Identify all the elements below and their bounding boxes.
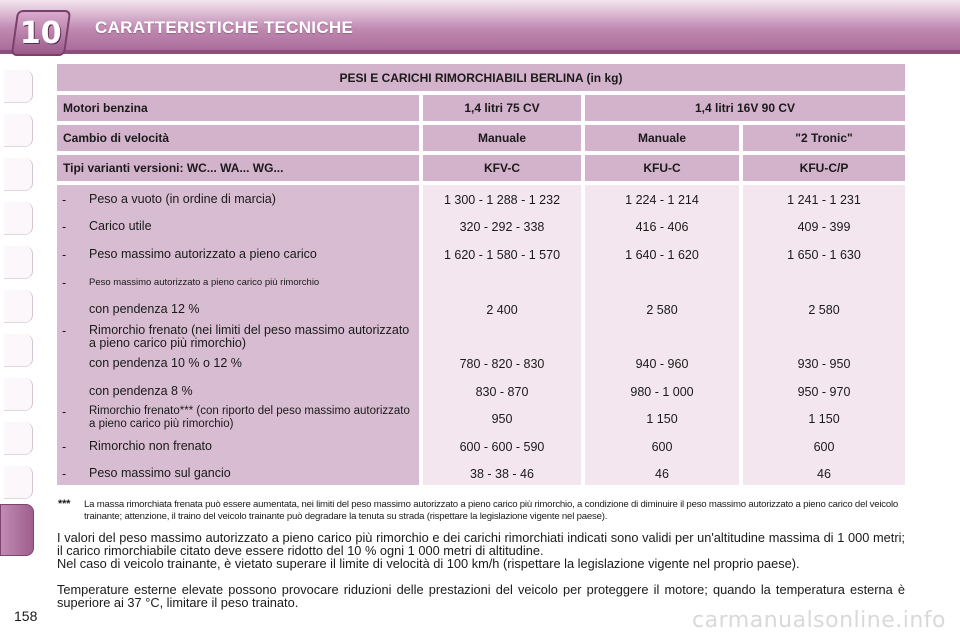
table-cell: 980 - 1 000	[630, 385, 694, 399]
table-cell: 1 620 - 1 580 - 1 570	[443, 248, 561, 262]
variant-row	[57, 155, 905, 181]
table-cell: 1 241 - 1 231	[787, 193, 861, 207]
table-cell: 38 - 38 - 46	[470, 467, 534, 481]
values-column-75cv	[423, 185, 581, 485]
footnote-text: La massa rimorchiata frenata può essere aumentata, nei limiti del peso massimo autorizzato a pieno carico più rimorchio, a condizione di diminuire il peso massimo autorizzato a pieno carico del veicolo trainante; attenzione, il traino del veicolo trainante può degradare la tenuta su strada (rispettare la legislazione vigente nel paese).	[84, 499, 899, 522]
gearbox-value: Manuale	[423, 125, 581, 151]
chapter-tab[interactable]	[4, 378, 33, 411]
header-divider	[0, 50, 960, 54]
table-cell: 830 - 870	[475, 385, 529, 399]
values-column-kfu-cp	[743, 185, 905, 485]
chapter-tab[interactable]	[4, 114, 33, 147]
table-cell: 1 150	[808, 412, 840, 426]
labels-column: - Peso a vuoto (in ordine di marcia) - Carico utile - Peso massimo autorizzato a pieno carico - Peso massimo autorizzato a pieno carico più rimorchio con pendenza 12 % - Rimorchio frenato (nei limiti del peso massimo autorizzato a pieno carico più rimorchio) con pendenza 10 % o 12 % con pendenza 8 % - Rimorchio frenato*** (con riporto del peso massimo autorizzato a pieno carico più rimorchio) - Rimorchio non frenato - Peso massimo sul gancio	[57, 185, 419, 485]
table-cell: 46	[817, 467, 831, 481]
variant-code: KFU-C	[585, 155, 739, 181]
chapter-tab[interactable]	[4, 158, 33, 191]
weights-table	[57, 64, 905, 485]
table-cell: 416 - 406	[635, 220, 689, 234]
engine-75cv: 1,4 litri 75 CV	[423, 95, 581, 121]
table-body	[57, 185, 905, 485]
chapter-badge	[11, 10, 71, 56]
table-title: PESI E CARICHI RIMORCHIABILI BERLINA (in kg)	[57, 64, 905, 91]
table-cell: 940 - 960	[635, 357, 689, 371]
chapter-tab[interactable]	[4, 290, 33, 323]
table-cell: 600	[651, 440, 673, 454]
chapter-tabs	[0, 56, 34, 556]
paragraph-altitude: I valori del peso massimo autorizzato a pieno carico più rimorchio e dei carichi rimorchiati indicati sono validi per un'altitudine massima di 1 000 metri; il carico rimorchiabile citato deve essere ridotto del 10 % ogni 1 000 metri di altitudine.	[57, 530, 905, 558]
table-cell: 1 224 - 1 214	[625, 193, 699, 207]
table-cell: 320 - 292 - 338	[459, 220, 545, 234]
engine-90cv: 1,4 litri 16V 90 CV	[585, 95, 905, 121]
table-cell: 2 580	[646, 303, 678, 317]
table-cell: 950 - 970	[797, 385, 851, 399]
table-cell: 1 650 - 1 630	[787, 248, 861, 262]
table-cell: 2 400	[486, 303, 518, 317]
variant-code: KFV-C	[423, 155, 581, 181]
chapter-tab[interactable]	[4, 202, 33, 235]
watermark: carmanualsonline.info	[692, 608, 946, 633]
gearbox-label: Cambio di velocità	[57, 125, 419, 151]
gearbox-value: "2 Tronic"	[743, 125, 905, 151]
table-cell: 600	[813, 440, 835, 454]
chapter-tab[interactable]	[4, 70, 33, 103]
chapter-tab[interactable]	[4, 466, 33, 499]
page-number: 158	[14, 608, 38, 624]
chapter-tab-active[interactable]	[0, 504, 34, 556]
table-cell: 409 - 399	[797, 220, 851, 234]
footnote-mark: ***	[58, 498, 71, 510]
table-cell: 1 150	[646, 412, 678, 426]
paragraph-temperature: Temperature esterne elevate possono provocare riduzioni delle prestazioni del veicolo per proteggere il motore; quando la temperatura esterna è superiore ai 37 °C, limitare il peso trainato.	[57, 582, 905, 610]
paragraph-speed: Nel caso di veicolo trainante, è vietato superare il limite di velocità di 100 km/h (rispettare la legislazione vigente nel proprio paese).	[57, 556, 800, 571]
chapter-number: 10	[20, 15, 62, 51]
table-cell: 930 - 950	[797, 357, 851, 371]
variant-label: Tipi varianti versioni: WC... WA... WG...	[57, 155, 419, 181]
table-cell: 2 580	[808, 303, 840, 317]
values-column-kfu-c	[585, 185, 739, 485]
engine-row	[57, 95, 905, 121]
chapter-tab[interactable]	[4, 422, 33, 455]
table-cell: 780 - 820 - 830	[459, 357, 545, 371]
table-cell: 600 - 600 - 590	[459, 440, 545, 454]
page-title: CARATTERISTICHE TECNICHE	[95, 18, 354, 37]
table-cell: 1 300 - 1 288 - 1 232	[443, 193, 561, 207]
variant-code: KFU-C/P	[743, 155, 905, 181]
table-cell: 1 640 - 1 620	[625, 248, 699, 262]
table-cell: 46	[655, 467, 669, 481]
chapter-tab[interactable]	[4, 334, 33, 367]
gearbox-value: Manuale	[585, 125, 739, 151]
table-cell: 950	[491, 412, 513, 426]
chapter-tab[interactable]	[4, 246, 33, 279]
engine-label: Motori benzina	[57, 95, 419, 121]
gearbox-row	[57, 125, 905, 151]
